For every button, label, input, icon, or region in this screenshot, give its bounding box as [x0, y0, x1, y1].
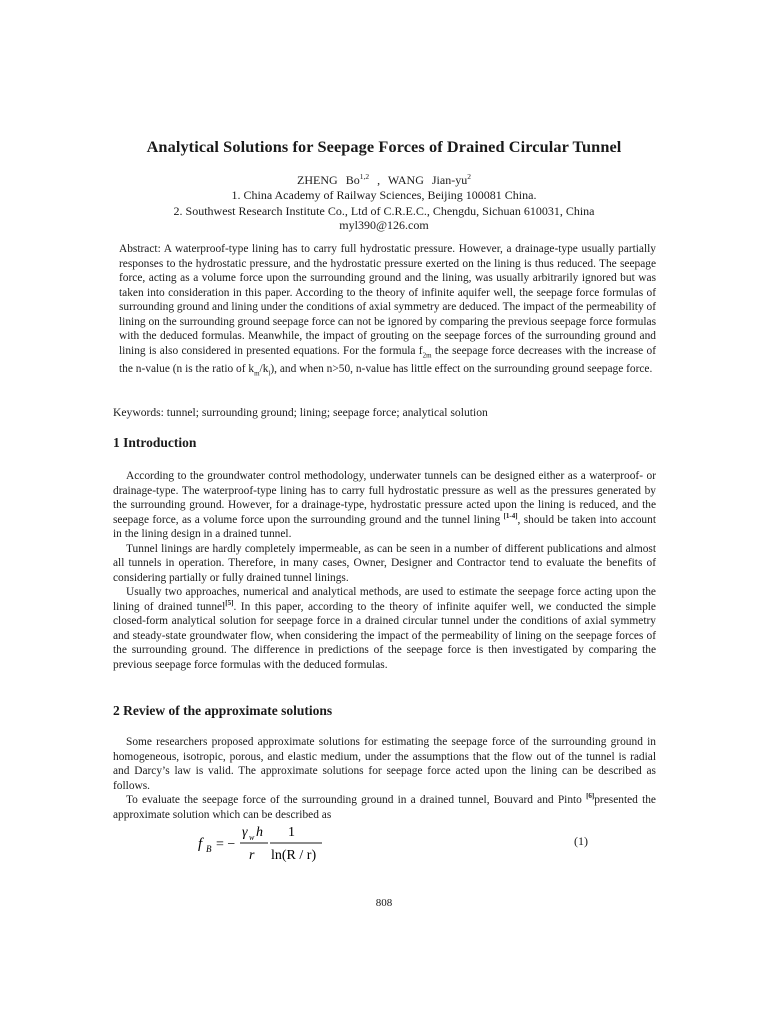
abstract-text-1: Abstract: A waterproof-type lining has to carry full hydrostatic pressure. However, a drainage-type usually partially responses to the hydrostatic pressure, and the hydrostatic pressure exerted on the lining is thus reduced. The seepage force, acting as a volume force upon the surrounding ground and the lining, was usually arbitrarily ignored but was taken into consideration in this paper. According to the theory of infinite aquifer well, the seepage force formulas of surrounding ground and lining under the conditions of axial symmetry are deduced. The impact of the permeability of lining on the surrounding ground seepage force can not be ignored by comparing the previous seepage force formulas with the deduced formulas. Meanwhile, the impact of grouting on the seepage forces of the surrounding ground and lining is also considered in presented equations. For the formula f	[119, 243, 656, 357]
paragraph	[113, 793, 656, 822]
citation-ref: [5]	[225, 598, 234, 607]
affiliation-2: 2. Southwest Research Institute Co., Ltd of C.R.E.C., Chengdu, Sichuan 610031, China	[173, 204, 595, 218]
keywords: Keywords: tunnel; surrounding ground; lining; seepage force; analytical solution	[113, 406, 488, 419]
equation-h: h	[256, 825, 263, 840]
paragraph-text: According to the groundwater control methodology, underwater tunnels can be designed either as a waterproof- or drainage-type. The waterproof-type lining has to carry full hydrostatic pressure as well as the pressures generated by the surrounding ground. However, for a drainage-type, hydrostatic pressure acted upon the lining is reduced, and the seepage force, as a volume force upon the surrounding ground and the tunnel lining	[113, 470, 656, 526]
abstract	[119, 242, 656, 381]
equation-log: ln(R / r)	[271, 848, 317, 863]
affiliation-1: 1. China Academy of Railway Sciences, Beijing 100081 China.	[231, 188, 537, 202]
equation-one: 1	[288, 825, 295, 840]
citation-ref: [1-4]	[503, 511, 518, 520]
equation-r: r	[249, 848, 255, 863]
section-heading-introduction: 1 Introduction	[113, 435, 197, 450]
paragraph-text: , should be taken into account in the lining design in a drained tunnel.	[113, 513, 656, 540]
paragraph: Tunnel linings are hardly completely impermeable, as can be seen in a number of different publications and almost all tunnels in operation. Therefore, in many cases, Owner, Designer and Contractor tend to evaluate the benefits of considering partially or fully drained tunnel linings.	[113, 542, 656, 584]
author-line	[0, 172, 768, 188]
paragraph: Some researchers proposed approximate solutions for estimating the seepage force of the surrounding ground in homogeneous, isotropic, porous, and elastic medium, under the assumptions that the flow out of the tunnel is radial and Darcy’s law is valid. The approximate solutions for seepage force acted upon the lining can be described as follows.	[113, 736, 656, 792]
author-2-name: WANG Jian-yu	[387, 173, 468, 187]
equation-number: (1)	[574, 834, 588, 848]
paper-title: Analytical Solutions for Seepage Forces of Drained Circular Tunnel	[146, 137, 622, 156]
equation-lhs: f	[198, 836, 203, 852]
equation-1-svg	[198, 822, 328, 864]
equation-lhs-subscript: B	[206, 844, 212, 854]
paragraph	[113, 469, 656, 542]
equation-1	[198, 822, 328, 864]
paragraph-text: Usually two approaches, numerical and analytical methods, are used to estimate the seepage force acting upon the lining of drained tunnel	[113, 586, 656, 613]
citation-ref: [6]	[586, 792, 595, 801]
author-1-name: ZHENG Bo	[297, 173, 360, 187]
equation-sign: = −	[216, 837, 236, 852]
paragraph-text: . In this paper, according to the theory of infinite aquifer well, we conducted the simple closed-form analytical solution for seepage force in a drained circular tunnel under the conditions of axial symmetry and steady-state groundwater flow, when considering the impact of the permeability of lining on the seepage forces of the surrounding ground. The difference in predictions of the seepage force is then investigated by comparing the previous seepage force formulas with the deduced formulas.	[113, 600, 656, 671]
paragraph-text: presented the approximate solution which can be described as	[113, 794, 656, 821]
review-body	[113, 735, 656, 822]
paragraph	[113, 585, 656, 672]
author-1-affiliation-mark: 1,2	[359, 172, 370, 181]
author-email: myl390@126.com	[339, 218, 429, 232]
equation-gamma-subscript: w	[249, 833, 255, 842]
abstract-text-4: ), and when n>50, n-value has little effect on the surrounding ground seepage force.	[270, 363, 653, 376]
abstract-subscript-1: 2m	[422, 350, 432, 359]
abstract-subscript-3: l	[268, 369, 271, 378]
paragraph-text: To evaluate the seepage force of the surrounding ground in a drained tunnel, Bouvard and Pinto	[126, 794, 587, 806]
author-2-affiliation-mark: 2	[467, 172, 471, 181]
page-number: 808	[375, 897, 393, 909]
abstract-text-2: the seepage force decreases with the increase of the n-value (n is the ratio of k	[119, 344, 657, 376]
section-heading-review: 2 Review of the approximate solutions	[113, 703, 333, 718]
introduction-body	[113, 469, 656, 672]
equation-gamma: γ	[242, 825, 248, 840]
abstract-text-3: /k	[259, 363, 269, 376]
abstract-subscript-2: m	[254, 369, 260, 378]
author-separator: ,	[377, 173, 381, 187]
